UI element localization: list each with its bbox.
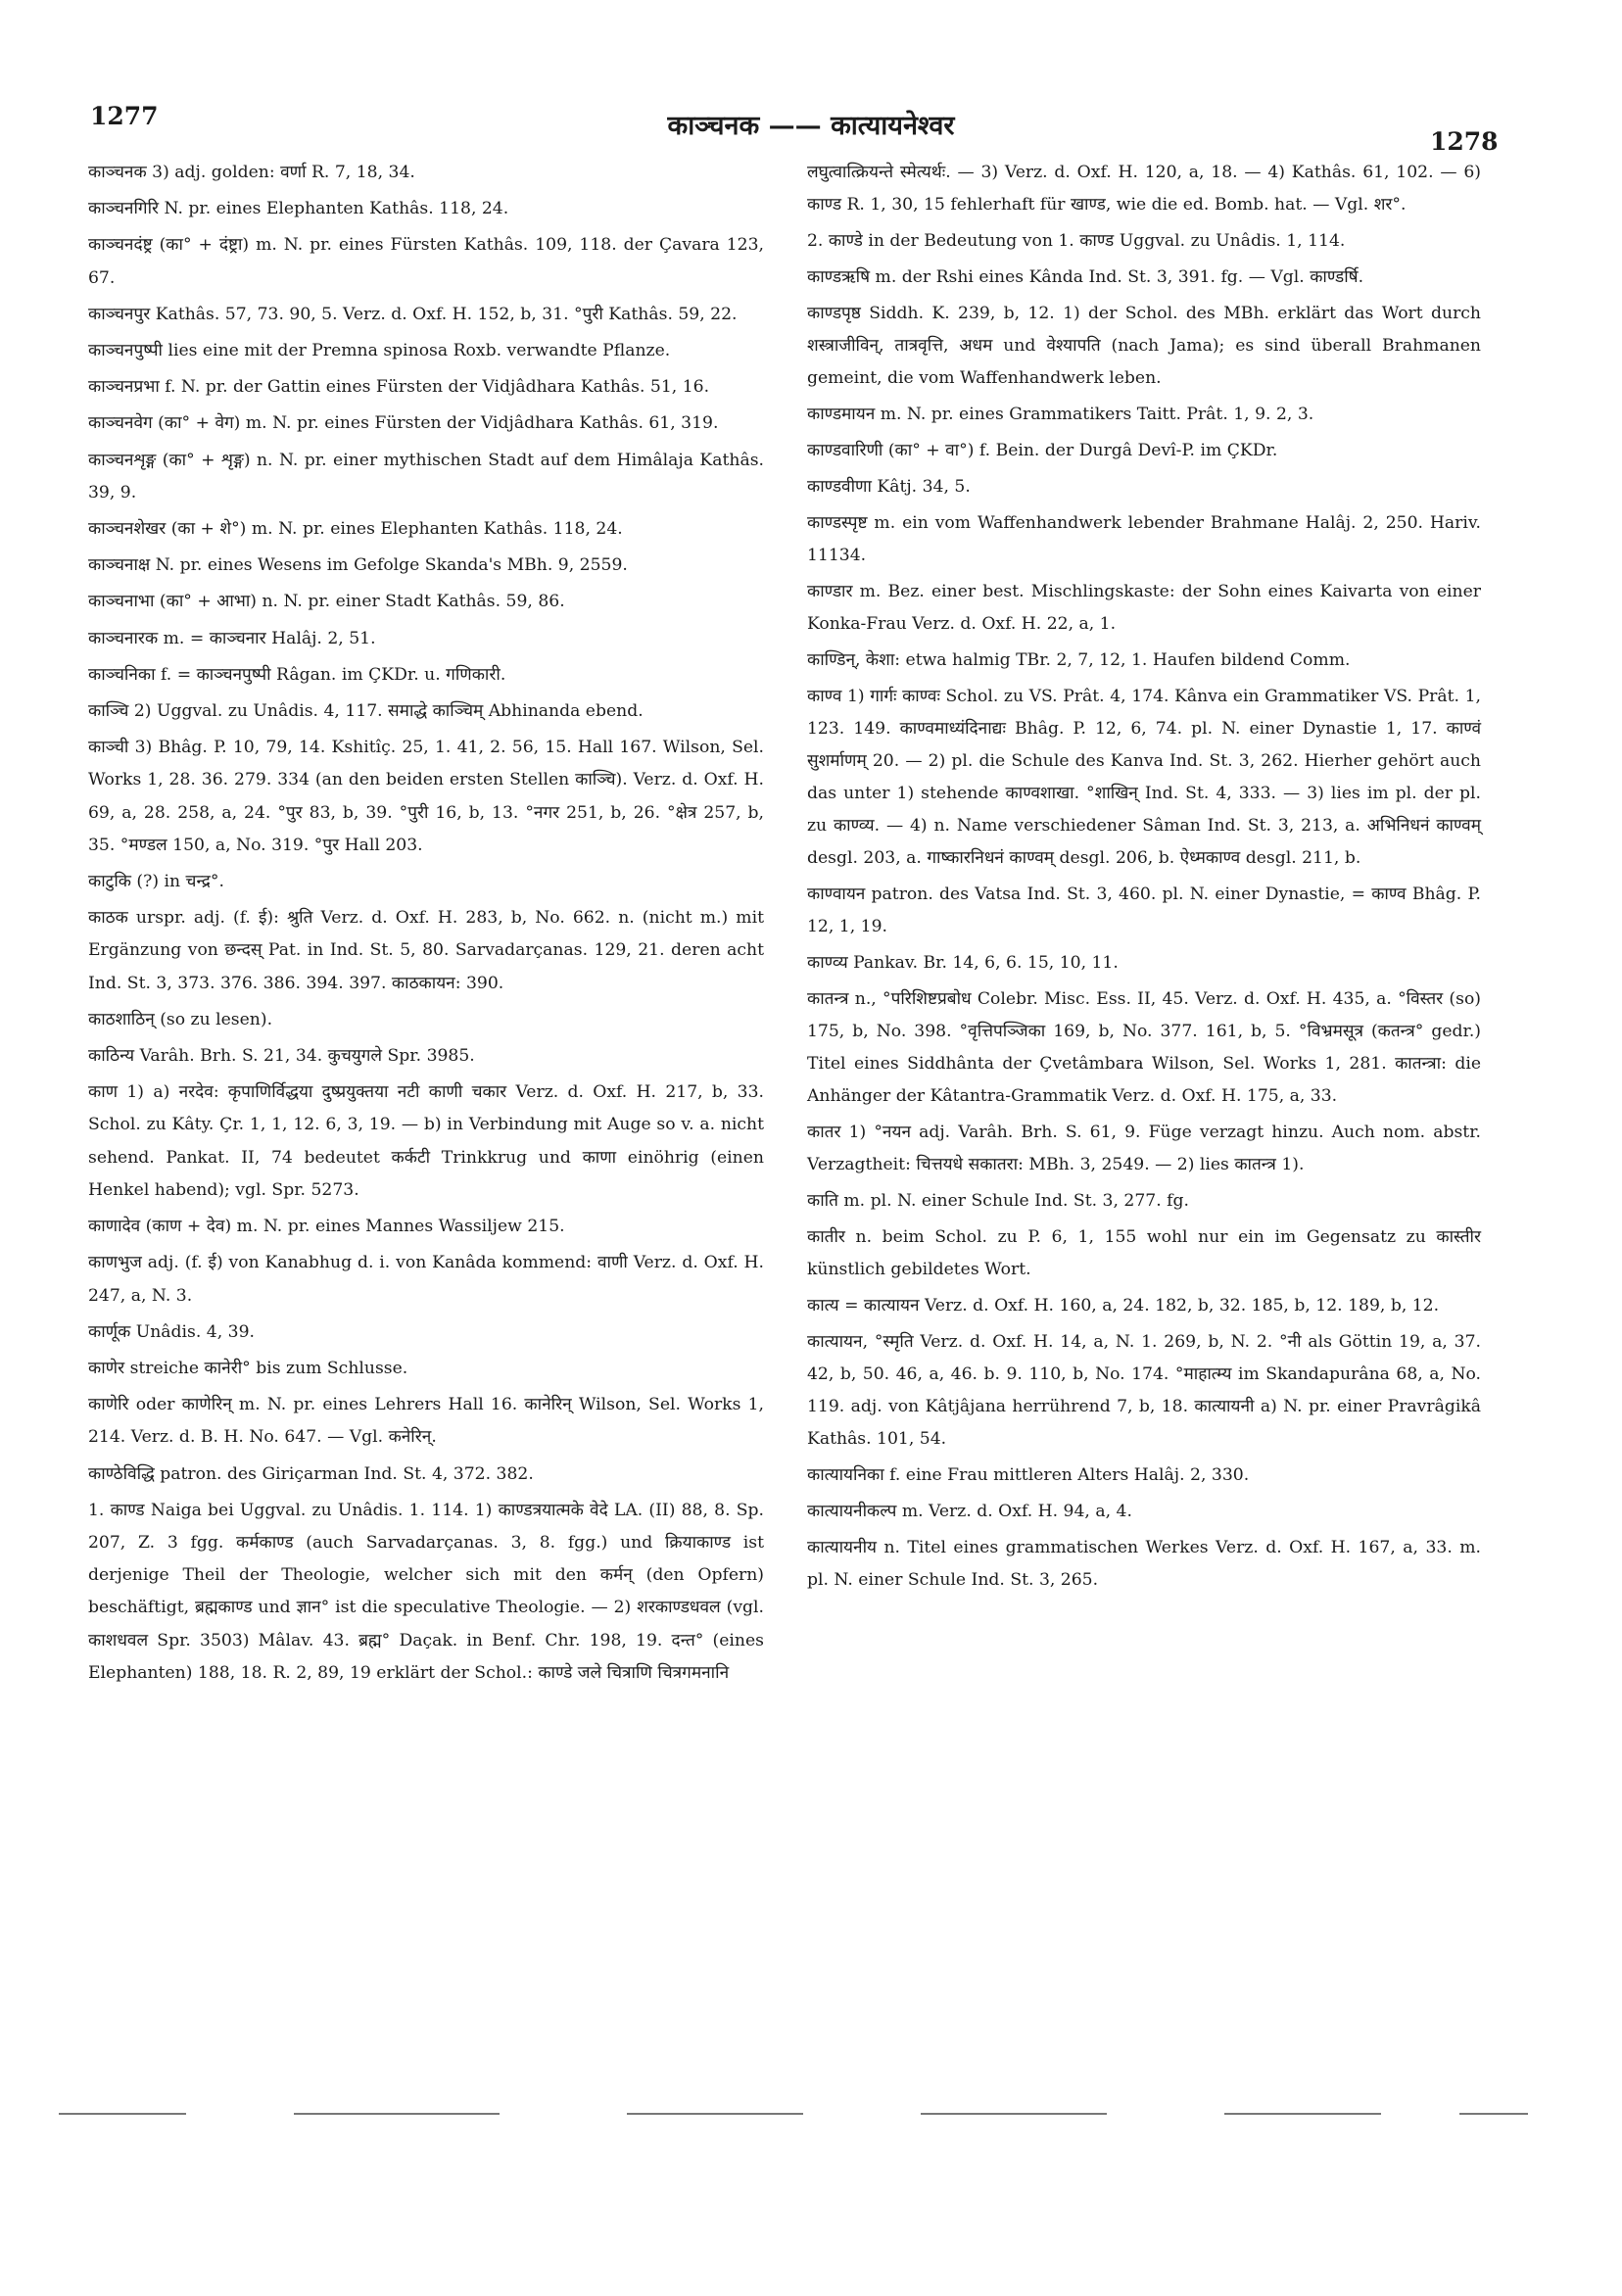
entry: कात्य = कात्यायन Verz. d. Oxf. H. 160, a, 24. 182, b, 32. 185, b, 12. 189, b, 12.: [807, 1296, 1440, 1315]
footer-rule: [1459, 2113, 1528, 2115]
left-column: [88, 157, 764, 1694]
entry: काञ्चनगिरि N. pr. eines Elephanten Kathâs. 118, 24.: [88, 199, 509, 219]
entry: कार्णूक Unâdis. 4, 39.: [88, 1321, 255, 1342]
page-number-left: 1277: [90, 102, 159, 130]
entry: काञ्चनदंष्ट्र (का° + दंष्ट्रा) m. N. pr. eines Fürsten Kathâs. 109, 118. der Çavara 123, 67.: [88, 235, 764, 288]
entry: काण्डमायन m. N. pr. eines Grammatikers Taitt. Prât. 1, 9. 2, 3.: [807, 405, 1314, 424]
entry: 2. काण्डे in der Bedeutung von 1. काण्ड Uggval. zu Unâdis. 1, 114.: [807, 231, 1346, 251]
entry: काण 1) a) नरदेव: कृपाणिर्विद्धया दुष्प्रयुक्तया नटी काणी चकार Verz. d. Oxf. H. 217, b, 33. Schol. zu Kâty. Çr. 1, 1, 12. 6, 3, 19. — b) in Verbindung mit Auge so v. a. nicht sehend. Pankat. II, 74 bedeutet कर्कटी Trinkkrug und काणा einöhrig (einen Henkel habend); vgl. Spr. 5273.: [88, 1082, 764, 1200]
entry: काञ्चनपुर Kathâs. 57, 73. 90, 5. Verz. d. Oxf. H. 152, b, 31. °पुरी Kathâs. 59, 22.: [88, 304, 738, 324]
entry: काण्व 1) गार्गः काण्वः Schol. zu VS. Prât. 4, 174. Kânva ein Grammatiker VS. Prât. 1, 123. 149. काण्वमाध्यंदिनाद्यः Bhâg. P. 12, 6, 74. pl. N. einer Dynastie 1, 17. काण्वं सुशर्माणम् 20. — 2) pl. die Schule des Kanva Ind. St. 3, 262. Hierher gehört auch das unter 1) stehende काण्वशाखा. °शाखिन् Ind. St. 4, 333. — 3) lies im pl. der pl. zu काण्व्य. — 4) n. Name verschiedener Sâman Ind. St. 3, 213, a. अभिनिधनं काण्वम् desgl. 203, a. गाष्कारनिधनं काण्वम् desgl. 206, b. ऐध्मकाण्व desgl. 211, b.: [807, 687, 1481, 868]
entry: कात्यायन, °स्मृति Verz. d. Oxf. H. 14, a, N. 1. 269, b, N. 2. °नी als Göttin 19, a, 37. 42, b, 50. 46, a, 46. b. 9. 110, b, No. 174. °माहात्म्य im Skandapurâna 68, a, No. 119. adj. von Kâtjâjana herrührend 7, b, 18. कात्यायनी a) N. pr. einer Pravrâgikâ Kathâs. 101, 54.: [807, 1332, 1481, 1449]
entry: काञ्ची 3) Bhâg. P. 10, 79, 14. Kshitîç. 25, 1. 41, 2. 56, 15. Hall 167. Wilson, Sel. Works 1, 28. 36. 279. 334 (an den beiden ersten Stellen काञ्चि). Verz. d. Oxf. H. 69, a, 28. 258, a, 24. °पुर 83, b, 39. °पुरी 16, b, 13. °नगर 251, b, 26. °क्षेत्र 257, b, 35. °मण्डल 150, a, No. 319. °पुर Hall 203.: [88, 738, 764, 855]
entry: काणादेव (काण + देव) m. N. pr. eines Mannes Wassiljew 215.: [88, 1217, 565, 1237]
entry: काण्ठेविद्धि patron. des Giriçarman Ind. St. 4, 372. 382.: [88, 1463, 534, 1484]
page-number-right: 1278: [1430, 127, 1499, 156]
entry: कातन्त्र n., °परिशिष्टप्रबोध Colebr. Misc. Ess. II, 45. Verz. d. Oxf. H. 435, a. °विस्तर (so) 175, b, No. 398. °वृत्तिपञ्जिका 169, b, No. 377. 161, b, 5. °विभ्रमसूत्र (कतन्त्र° gedr.) Titel eines Siddhânta der Çvetâmbara Wilson, Sel. Works 1, 281. कातन्त्रा: die Anhänger der Kâtantra-Grammatik Verz. d. Oxf. H. 175, a, 33.: [807, 989, 1481, 1106]
footer-rule: [627, 2113, 803, 2115]
footer-rule: [921, 2113, 1107, 2115]
entry: काण्डार m. Bez. einer best. Mischlingskaste: der Sohn eines Kaivarta von einer Konka-Frau Verz. d. Oxf. H. 22, a, 1.: [807, 582, 1481, 634]
entry: काञ्चनारक m. = काञ्चनार Halâj. 2, 51.: [88, 628, 376, 648]
entry: काति m. pl. N. einer Schule Ind. St. 3, 277. fg.: [807, 1191, 1189, 1211]
entry: काण्डऋषि m. der Rshi eines Kânda Ind. St. 3, 391. fg. — Vgl. काण्डर्षि.: [807, 267, 1364, 287]
footer-rule: [59, 2113, 186, 2115]
entry: काञ्चि 2) Uggval. zu Unâdis. 4, 117. समाद्धे काञ्चिम् Abhinanda ebend.: [88, 701, 644, 722]
entry: काञ्चनवेग (का° + वेग) m. N. pr. eines Fürsten der Vidjâdhara Kathâs. 61, 319.: [88, 413, 719, 434]
entry: काञ्चनशेखर (का + शे°) m. N. pr. eines Elephanten Kathâs. 118, 24.: [88, 519, 623, 540]
footer-rule: [1224, 2113, 1381, 2115]
entry: काण्व्य Pankav. Br. 14, 6, 6. 15, 10, 11.: [807, 953, 1119, 973]
entry: कात्यायनीकल्प m. Verz. d. Oxf. H. 94, a, 4.: [807, 1502, 1132, 1521]
entry: काण्डस्पृष्ट m. ein vom Waffenhandwerk lebender Brahmane Halâj. 2, 250. Hariv. 11134.: [807, 513, 1481, 565]
entry: काणेरि oder काणेरिन् m. N. pr. eines Lehrers Hall 16. कानेरिन् Wilson, Sel. Works 1, 214. Verz. d. B. H. No. 647. — Vgl. कनेरिन्.: [88, 1395, 764, 1448]
footer-rule: [294, 2113, 500, 2115]
entry: काणभुज adj. (f. ई) von Kanabhug d. i. von Kanâda kommend: वाणी Verz. d. Oxf. H. 247, a, N. 3.: [88, 1253, 764, 1306]
entry: काणेर streiche कानेरी° bis zum Schlusse.: [88, 1358, 408, 1378]
entry: काण्डवीणा Kâtj. 34, 5.: [807, 477, 971, 497]
entry: कात्यायनीय n. Titel eines grammatischen Werkes Verz. d. Oxf. H. 167, a, 33. m. pl. N. einer Schule Ind. St. 3, 265.: [807, 1538, 1481, 1590]
entry: काञ्चनाभा (का° + आभा) n. N. pr. einer Stadt Kathâs. 59, 86.: [88, 592, 565, 612]
entry: काण्वायन patron. des Vatsa Ind. St. 3, 460. pl. N. einer Dynastie, = काण्व Bhâg. P. 12, 1, 19.: [807, 885, 1481, 936]
entry: काठक urspr. adj. (f. ई): श्रुति Verz. d. Oxf. H. 283, b, No. 662. n. (nicht m.) mit Ergänzung von छन्दस् Pat. in Ind. St. 5, 80. Sarvadarçanas. 129, 21. deren acht Ind. St. 3, 373. 376. 386. 394. 397. काठकायन: 390.: [88, 908, 764, 993]
entry: काण्डपृष्ठ Siddh. K. 239, b, 12. 1) der Schol. des MBh. erklärt das Wort durch शस्त्राजीविन्, तात्रवृत्ति, अधम und वेश्यापति (nach Jama); es sind überall Brahmanen gemeint, die vom Waffenhandwerk leben.: [807, 304, 1481, 388]
entry: लघुत्वात्क्रियन्ते स्मेत्यर्थः. — 3) Verz. d. Oxf. H. 120, a, 18. — 4) Kathâs. 61, 102. — 6) काण्ड R. 1, 30, 15 fehlerhaft für खाण्ड, wie die ed. Bomb. hat. — Vgl. शर°.: [807, 163, 1481, 215]
entry: काञ्चनप्रभा f. N. pr. der Gattin eines Fürsten der Vidjâdhara Kathâs. 51, 16.: [88, 377, 710, 398]
entry: कात्यायनिका f. eine Frau mittleren Alters Halâj. 2, 330.: [807, 1465, 1250, 1485]
entry: काण्डवारिणी (का° + वा°) f. Bein. der Durgâ Devî-P. im ÇKDr.: [807, 441, 1278, 460]
entry: काञ्चनपुष्पी lies eine mit der Premna spinosa Roxb. verwandte Pflanze.: [88, 341, 671, 361]
page-header: [0, 96, 1622, 156]
entry: कातीर n. beim Schol. zu P. 6, 1, 155 wohl nur ein im Gegensatz zu कास्तीर künstlich gebildetes Wort.: [807, 1227, 1481, 1279]
entry: काञ्चनक 3) adj. golden: वर्णा R. 7, 18, 34.: [88, 163, 415, 182]
entry: काञ्चनशृङ्ग (का° + शृङ्ग) n. N. pr. einer mythischen Stadt auf dem Himâlaja Kathâs. 39, 9.: [88, 450, 764, 502]
entry: काञ्चनिका f. = काञ्चनपुष्पी Râgan. im ÇKDr. u. गणिकारी.: [88, 664, 506, 685]
entry: काठिन्य Varâh. Brh. S. 21, 34. कुचयुगले Spr. 3985.: [88, 1046, 475, 1067]
right-column: [807, 157, 1481, 1601]
running-head: काञ्चनक —— कात्यायनेश्वर: [667, 111, 955, 141]
entry: काण्डिन्, केशा: etwa halmig TBr. 2, 7, 12, 1. Haufen bildend Comm.: [807, 650, 1351, 670]
entry: काटुकि (?) in चन्द्र°.: [88, 872, 224, 892]
entry: काञ्चनाक्ष N. pr. eines Wesens im Gefolge Skanda's MBh. 9, 2559.: [88, 555, 628, 576]
entry: कातर 1) °नयन adj. Varâh. Brh. S. 61, 9. Füge verzagt hinzu. Auch nom. abstr. Verzagtheit: चित्तयधे सकातरा: MBh. 3, 2549. — 2) lies कातन्त्र 1).: [807, 1123, 1481, 1174]
entry: 1. काण्ड Naiga bei Uggval. zu Unâdis. 1. 114. 1) काण्डत्रयात्मके वेदे LA. (II) 88, 8. Sp. 207, Z. 3 fgg. कर्मकाण्ड (auch Sarvadarçanas. 3, 8. fgg.) und क्रियाकाण्ड ist derjenige Theil der Theologie, welcher sich mit den कर्मन् (den Opfern) beschäftigt, ब्रह्मकाण्ड und ज्ञान° ist die speculative Theologie. — 2) शरकाण्डधवल (vgl. काशधवल Spr. 3503) Mâlav. 43. ब्रह्म° Daçak. in Benf. Chr. 198, 19. दन्त° (eines Elephanten) 188, 18. R. 2, 89, 19 erklärt der Schol.: काण्डे जले चित्राणि चित्रगमनानि: [88, 1500, 764, 1683]
entry: काठशाठिन् (so zu lesen).: [88, 1009, 273, 1029]
